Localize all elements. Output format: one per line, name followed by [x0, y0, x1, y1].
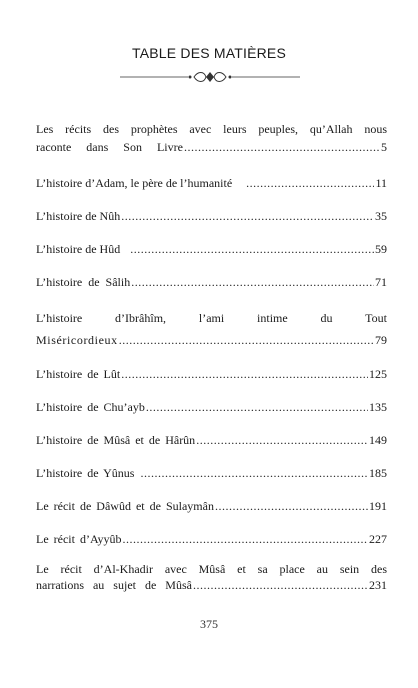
dot-leader [140, 464, 368, 482]
toc-entry[interactable] [36, 273, 387, 291]
dot-leader [215, 497, 368, 515]
dot-leader [121, 207, 374, 225]
toc-entry[interactable] [36, 398, 387, 416]
toc-entry-title: narrations au sujet de Mûsâ [36, 578, 192, 592]
toc-entry-line: Les récits des prophètes avec leurs peuples, qu’Allah nous [36, 122, 387, 136]
page-title: TABLE DES MATIÈRES [131, 45, 286, 61]
toc-entry-page: 191 [369, 499, 387, 513]
toc-entry-title: L’histoire de Chu’ayb [36, 400, 145, 414]
dot-leader [130, 240, 374, 258]
toc-entry[interactable] [36, 561, 387, 593]
toc-entry[interactable] [36, 530, 387, 548]
decorative-divider-icon [120, 70, 300, 84]
toc-entry-page: 11 [375, 176, 387, 190]
toc-entry[interactable] [36, 240, 387, 258]
toc-entry-line: L’histoire d’Ibrâhîm, l’ami intime du Tout [36, 311, 387, 325]
toc-entry-title: Le récit d’Ayyûb [36, 532, 122, 546]
toc-entry-page: 35 [375, 209, 387, 223]
dot-leader [121, 365, 368, 383]
toc-entry-title: L’histoire de Sâlih [36, 275, 131, 289]
toc-entry-title: L’histoire d’Adam, le père de l’humanité [36, 176, 233, 190]
dot-leader [196, 431, 368, 449]
toc-entry-page: 71 [375, 275, 387, 289]
toc-entry-line: Le récit d’Al-Khadir avec Mûsâ et sa place au sein des [36, 562, 387, 576]
toc-entry-page: 149 [369, 433, 387, 447]
toc-entry[interactable] [36, 309, 387, 349]
toc-entry-page: 231 [369, 578, 387, 592]
dot-leader [193, 577, 368, 593]
toc-entry-page: 5 [381, 140, 387, 154]
toc-entry-page: 59 [375, 242, 387, 256]
dot-leader [184, 138, 380, 156]
dot-leader [123, 530, 368, 548]
toc-entry-title: raconte dans Son Livre [36, 140, 183, 154]
toc-entry-title: L’histoire de Lût [36, 367, 121, 381]
toc-entry[interactable] [36, 120, 387, 156]
toc-entry-title: L’histoire de Mûsâ et de Hârûn [36, 433, 196, 447]
dot-leader [119, 331, 374, 349]
toc-entry-page: 135 [369, 400, 387, 414]
toc-entry[interactable] [36, 497, 387, 515]
toc-entry-title: L’histoire de Hûd [36, 242, 121, 256]
toc-entry-title: L’histoire de Yûnus [36, 466, 135, 480]
toc-entry-title: Miséricordieux [36, 333, 118, 347]
page-number: 375 [200, 617, 218, 631]
dot-leader [131, 273, 374, 291]
toc-entry-title: L’histoire de Nûh [36, 209, 121, 223]
toc-entry[interactable] [36, 207, 387, 225]
dot-leader [146, 398, 368, 416]
toc-entry[interactable] [36, 464, 387, 482]
toc-entry[interactable] [36, 365, 387, 383]
toc-entry[interactable] [36, 174, 387, 192]
toc-entry-page: 125 [369, 367, 387, 381]
toc-entry-title: Le récit de Dâwûd et de Sulaymân [36, 499, 214, 513]
toc-entry-page: 227 [369, 532, 387, 546]
toc-entry-page: 79 [375, 333, 387, 347]
toc-entry-page: 185 [369, 466, 387, 480]
toc-entry[interactable] [36, 431, 387, 449]
dot-leader [246, 174, 374, 192]
